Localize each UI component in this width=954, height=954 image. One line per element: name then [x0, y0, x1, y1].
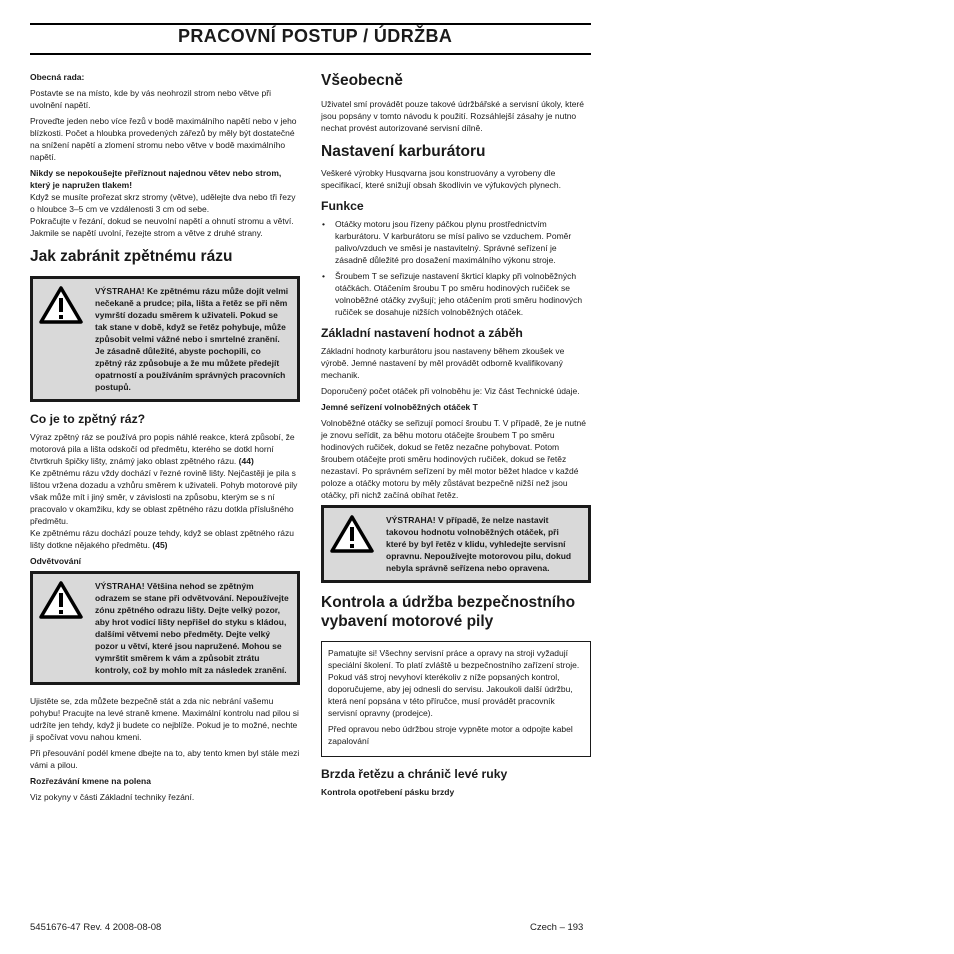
heading-limbing: Odvětvování [30, 556, 82, 566]
page-title: PRACOVNÍ POSTUP / ÚDRŽBA [178, 26, 453, 46]
general-advice-title: Obecná rada: [30, 72, 85, 82]
page-number: Czech – 193 [530, 922, 584, 933]
heading-carburettor: Nastavení karburátoru [321, 143, 486, 160]
paragraph: Ke zpětnému rázu vždy dochází v řezné rovině lišty. Nejčastěji je pila s lištou vržena dozadu a vzhůru směrem k uživateli. Pohyb motorové pily však může mít i jiný směr, v závislosti na způsobu, kterým se s ní pracovalo v okamžiku, kdy se oblast zpětného rázu dotkla příslušného předmětu. [30, 468, 298, 526]
paragraph: Viz pokyny v části Základní techniky řezání. [30, 792, 195, 802]
heading-what-is-kickback: Co je to zpětný ráz? [30, 412, 146, 426]
warning-text: VÝSTRAHA! Ke zpětnému rázu může dojít velmi nečekaně a prudce; pila, lišta a řetěz se při něm vymrští dozadu směrem k uživateli. Pokud se tak stane v době, když se řetěz pohybuje, může způsobit velmi vážné nebo i smrtelné zranění. Je zásadně důležité, abyste pochopili, co zpětný ráz způsobuje a že mu můžete předejít opatrností a používáním správných pracovních postupů. [95, 286, 289, 392]
paragraph: Výraz zpětný ráz se používá pro popis náhlé reakce, která způsobí, že motorová pila a lišta odskočí od předmětu, kterého se dotkl horní čtvrtkruh špičky lišty, známý jako oblast zpětného rázu. (44) [30, 432, 295, 466]
paragraph: Uživatel smí provádět pouze takové údržbářské a servisní úkoly, které jsou popsány v tomto návodu k použití. Rozsáhlejší zásahy je nutno nechat provést autorizované servisní dílně. [321, 99, 584, 133]
heading-basic-settings: Základní nastavení hodnot a záběh [321, 326, 523, 340]
paragraph: Postavte se na místo, kde by vás neohrozil strom nebo větve při uvolnění napětí. [30, 88, 271, 110]
paragraph: Doporučený počet otáček při volnoběhu je: Viz část Technické údaje. [321, 386, 580, 396]
warning-box [30, 276, 300, 402]
paragraph: Jakmile se napětí uvolní, řezejte strom a větve z druhé strany. [30, 228, 263, 238]
right-column [321, 71, 591, 802]
paragraph: Ujistěte se, zda můžete bezpečně stát a zda nic nebrání vašemu pohybu! Pracujte na levé straně kmene. Maximální kontrolu nad pilou si udržíte jen tehdy, když ji budete co nejblíže. Pokud je to možné, nechte ji spočívat vovu nahou kmeni. [30, 696, 299, 742]
heading-function: Funkce [321, 199, 364, 213]
paragraph: Ke zpětnému rázu dochází pouze tehdy, když se oblast zpětného rázu lišty dotkne nějakého předmětu. (45) [30, 528, 294, 550]
warning-triangle-icon [39, 580, 85, 676]
note-text: Před opravou nebo údržbou stroje vypněte motor a odpojte kabel zapalování [328, 724, 573, 746]
left-column [30, 71, 300, 807]
paragraph: Když se musíte prořezat skrz stromy (větve), udělejte dva nebo tři řezy o hloubce 3–5 cm ve vzdálenosti 3 cm od sebe. [30, 192, 296, 214]
doc-number: 5451676-47 Rev. 4 2008-08-08 [30, 922, 162, 933]
paragraph: Základní hodnoty karburátoru jsou nastaveny během zkoušek ve výrobě. Jemné nastavení by měl provádět odborně kvalifikovaný mechanik. [321, 346, 565, 380]
paragraph: Pokračujte v řezání, dokud se neuvolní napětí a ohnutí stromu a větví. [30, 216, 294, 226]
paragraph: Při přesouvání podél kmene dbejte na to, aby tento kmen byl stále mezi vámi a pilou. [30, 748, 300, 770]
warning-box [321, 505, 591, 583]
header-rule-top [30, 23, 591, 25]
function-list [321, 218, 591, 318]
list-item: • Šroubem T se seřizuje nastavení škrticí klapky při volnoběžných otáčkách. Otáčením šroubu T po směru hodinových ručiček se volnoběžné otáčky zvyšují; jeho otáčením proti směru hodinových ručiček se dosahuje nižších volnoběžných otáček. [321, 270, 591, 318]
figure-ref: (44) [238, 456, 254, 466]
bold-paragraph: Nikdy se nepokoušejte přeříznout najednou větev nebo strom, který je napružen tlakem! [30, 168, 282, 190]
heading-brake-band-wear: Kontrola opotřebení pásku brzdy [321, 787, 455, 797]
heading-fine-adjustment: Jemné seřízení volnoběžných otáček T [321, 402, 478, 412]
heading-chain-brake: Brzda řetězu a chránič levé ruky [321, 767, 508, 781]
paragraph: Veškeré výrobky Husqvarna jsou konstruovány a vyrobeny dle specifikací, které snižují obsah škodlivin ve výfukových plynech. [321, 168, 562, 190]
warning-text: VÝSTRAHA! V případě, že nelze nastavit takovou hodnotu volnoběžných otáček, při které by byl řetěz v klidu, vyhledejte servisní opravnu. Nepoužívejte motorovou pilu, dokud nebyla správně seřízena nebo opravena. [386, 515, 572, 573]
note-box [321, 641, 591, 757]
heading-bucking: Rozřezávání kmene na polena [30, 776, 151, 786]
warning-triangle-icon [39, 285, 85, 393]
warning-text: VÝSTRAHA! Většina nehod se zpětným odrazem se stane při odvětvování. Nepoužívejte zónu zpětného odrazu lišty. Dejte velký pozor, aby hrot vodicí lišty nepřišel do styku s kládou, dalšími větvemi nebo předměty. Dejte velký pozor u větví, které jsou napružené. Mohou se vymrštit směrem k vám a způsobit ztrátu kontroly, což by mohlo mít za následek zranění. [95, 581, 289, 675]
header-rule-bottom [30, 53, 591, 55]
heading-safety-equipment: Kontrola a údržba bezpečnostního vybavení motorové pily [321, 594, 576, 630]
paragraph: Proveďte jeden nebo více řezů v bodě maximálního napětí nebo v jeho blízkosti. Počet a hloubka provedených zářezů by měly být dostatečné na snížení napětí a zlomení stromu nebo větve v bodě maximálního napětí. [30, 116, 297, 162]
warning-box [30, 571, 300, 685]
heading-general: Všeobecně [321, 72, 403, 89]
paragraph: Volnoběžné otáčky se seřizují pomocí šroubu T. V případě, že je nutné je znovu seřídit, za běhu motoru otáčejte šroubem T po směru hodinových ručiček, dokud se řetěz nezačne pohybovat. Potom šroubem otáčejte proti směru hodinových ručiček, dokud se řetěz nezastaví. Po správném seřízení by měl motor běžet hladce v každé poloze a otáčky motoru by měly zůstávat bezpečně nižší než jsou otáčky, při nichž začíná obíhat řetěz. [321, 418, 586, 500]
note-text: Pamatujte si! Všechny servisní práce a opravy na stroji vyžadují speciální školení. To platí zvláště u bezpečnostního zařízení stroje. Pokud váš stroj nevyhoví kterékoliv z níže popsaných kontrol, doporučujeme, aby jej odnesli do servisu. Jakoukoli další údržbu, která není popsána v této příručce, musí provádět pracovník servisní opravny (prodejce). [328, 648, 580, 718]
warning-triangle-icon [330, 514, 376, 574]
heading-kickback: Jak zabránit zpětnému rázu [30, 248, 233, 265]
figure-ref: (45) [152, 540, 168, 550]
list-item: • Otáčky motoru jsou řízeny páčkou plynu prostřednictvím karburátoru. V karburátoru se mísí palivo se vzduchem. Poměr palivo/vzduch ve směsi je nastavitelný. Správné seřízení je zásadně důležité pro dosažení maximálního výkonu stroje. [321, 218, 591, 266]
